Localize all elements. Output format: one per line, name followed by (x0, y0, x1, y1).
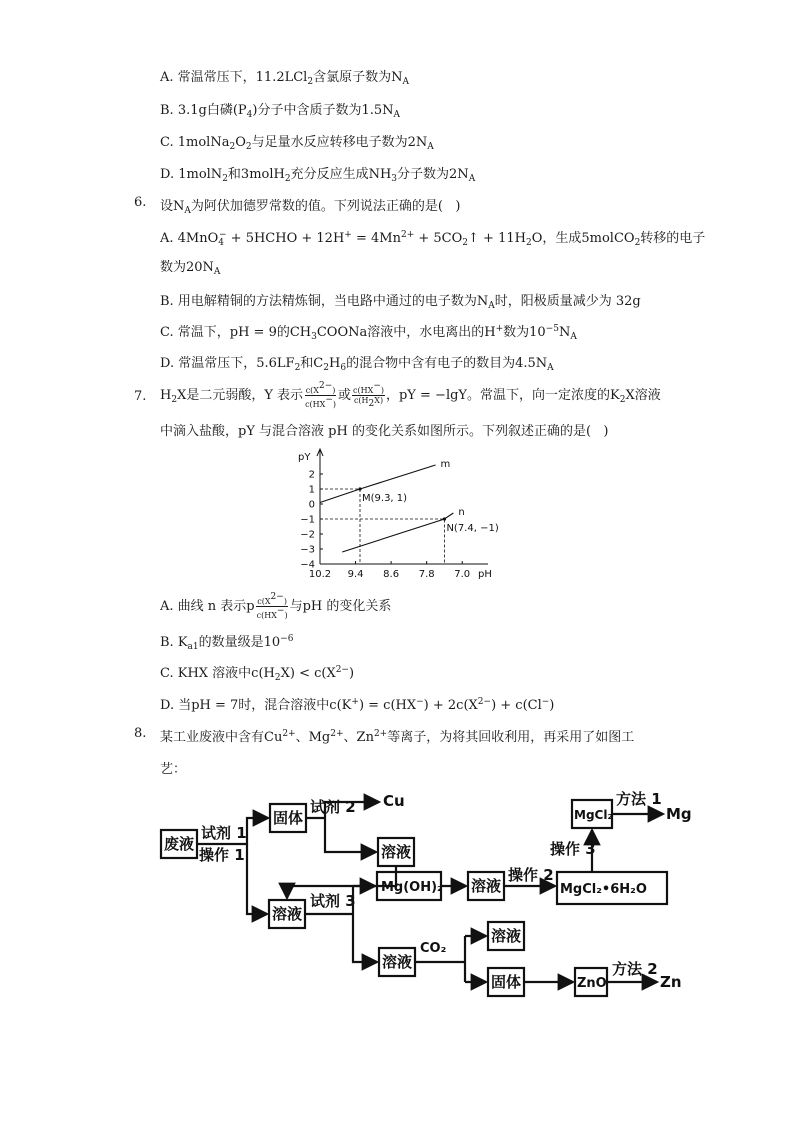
q5-option-c: C. $1molNa_2O_2$与足量水反应转移电子数为$2N_A$ (160, 135, 434, 152)
x-tick-label: 9.4 (347, 569, 364, 580)
y-tick-label: 0 (308, 499, 315, 511)
label-rongye5: 溶液 (491, 927, 522, 945)
label-mg: Mg (666, 805, 692, 823)
q5-option-d: D. 1molN$_2$和3molH$_2$充分反应生成$NH_3$分子数为$2N_A$ (160, 167, 476, 184)
point-guide (320, 519, 444, 564)
process-flowchart (155, 782, 695, 1012)
series-label-m: m (440, 459, 451, 470)
q6-stem: 设$N_A$为阿伏加德罗常数的值。下列说法正确的是( ) (160, 199, 461, 216)
q7-option-c: C. KHX 溶液中$c(H_2X) < c(X^{2-})$ (160, 665, 355, 683)
y-tick-label: −1 (300, 514, 315, 526)
x-tick-label: 8.6 (383, 569, 400, 580)
label-rongye3: 溶液 (471, 877, 502, 895)
label-co2: CO₂ (420, 941, 447, 956)
label-guti2: 固体 (491, 973, 522, 991)
label-method2: 方法 2 (612, 960, 658, 978)
point-label: M(9.3, 1) (362, 493, 408, 504)
q6-option-d: D. 常温常压下，$5.6LF_2$和$C_2H_6$的混合物中含有电子的数目为$4.5N_A$ (160, 356, 554, 373)
label-rongye2: 溶液 (272, 905, 303, 923)
y-axis-label: pY (298, 452, 311, 463)
label-reagent3: 试剂 3 (310, 892, 356, 910)
point-label: N(7.4, −1) (446, 523, 499, 534)
q8-stem-line1: 某工业废液中含有$Cu^{2+}$、$Mg^{2+}$、$Zn^{2+}$等离子，为将其回收利用，再采用了如图工 (160, 729, 635, 745)
x-tick-label: 7.8 (418, 569, 435, 580)
q6-number: 6. (134, 195, 147, 210)
y-tick-label: −4 (300, 559, 315, 571)
q8-number: 8. (134, 726, 147, 741)
label-op3: 操作 3 (550, 840, 596, 858)
label-method1: 方法 1 (616, 790, 662, 808)
q8-stem-line2: 艺： (160, 762, 187, 777)
label-zn: Zn (660, 973, 682, 991)
label-rongye4: 溶液 (382, 953, 413, 971)
label-reagent2: 试剂 2 (310, 798, 356, 816)
series-label-n: n (458, 507, 465, 518)
q6-option-a: A. 4MnO$_4$− + 5HCHO + $12H^+ = 4Mn^{2+}$ + $5CO_2↑ + 11H_2O$，生成5molCO$_2$转移的电子 (160, 230, 706, 248)
x-axis-label: pH (478, 569, 492, 580)
q5-option-a: A. 常温常压下，11.2LCl$_2$含氯原子数为$N_A$ (160, 70, 409, 87)
label-cu: Cu (383, 792, 405, 810)
point-marker (358, 487, 361, 490)
q7-option-a: A. 曲线 n 表示p $\frac{c(X^{2-})}{c(HX^-)}$ 与pH 的变化关系 (160, 592, 392, 620)
label-feiye: 废液 (164, 835, 195, 853)
q7-stem-line2: 中滴入盐酸，pY 与混合溶液 pH 的变化关系如图所示。下列叙述正确的是( ) (160, 424, 609, 439)
q6-option-c: C. 常温下，pH = 9的$CH_3COONa$溶液中，水电离出的H+数为$10^{-5}N_A$ (160, 324, 577, 342)
label-guti1: 固体 (273, 809, 304, 827)
label-reagent1: 试剂 1 (201, 824, 247, 842)
q7-number: 7. (134, 389, 147, 404)
q5-option-b: B. 3.1g白磷$(P_4)$分子中含质子数为$1.5N_A$ (160, 103, 400, 120)
q7-option-b: B. $K_{a1}$的数量级是$10^{-6}$ (160, 634, 294, 652)
y-tick-label: 2 (308, 469, 315, 481)
label-mgcl2: MgCl₂ (574, 808, 613, 822)
q6-option-b: B. 用电解精铜的方法精炼铜，当电路中通过的电子数为$N_A$时，阳极质量减少为 32g (160, 294, 641, 311)
y-tick-label: −3 (300, 544, 315, 556)
label-mgcl2-6h2o: MgCl₂•6H₂O (560, 882, 647, 897)
label-op1: 操作 1 (199, 846, 245, 864)
py-ph-chart (290, 446, 499, 586)
q7-stem-line1: $H_2X$是二元弱酸，Y 表示 $\frac{c(X^{2-})}{c(HX^-)}$ 或 $\frac{c(HX^-)}{c(H_2X)}$ ，pY = −lgY。常温下，向一定浓度的$K_2X$溶液 (160, 381, 661, 409)
y-tick-label: −2 (300, 529, 315, 541)
label-mgoh2: Mg(OH)₂ (381, 880, 443, 895)
q6-option-a-cont: 数为$20N_A$ (160, 260, 221, 277)
y-tick-label: 1 (308, 484, 315, 496)
label-zno: ZnO (577, 976, 607, 991)
q7-option-d: D. 当pH = 7时，混合溶液中$c(K^+) = c(HX^-) + 2c(X^{2-}) + c(Cl^-)$ (160, 697, 555, 713)
label-rongye1: 溶液 (381, 843, 412, 861)
label-op2: 操作 2 (508, 866, 554, 884)
point-marker (443, 517, 446, 520)
x-tick-label: 10.2 (308, 569, 332, 580)
x-tick-label: 7.0 (454, 569, 471, 580)
